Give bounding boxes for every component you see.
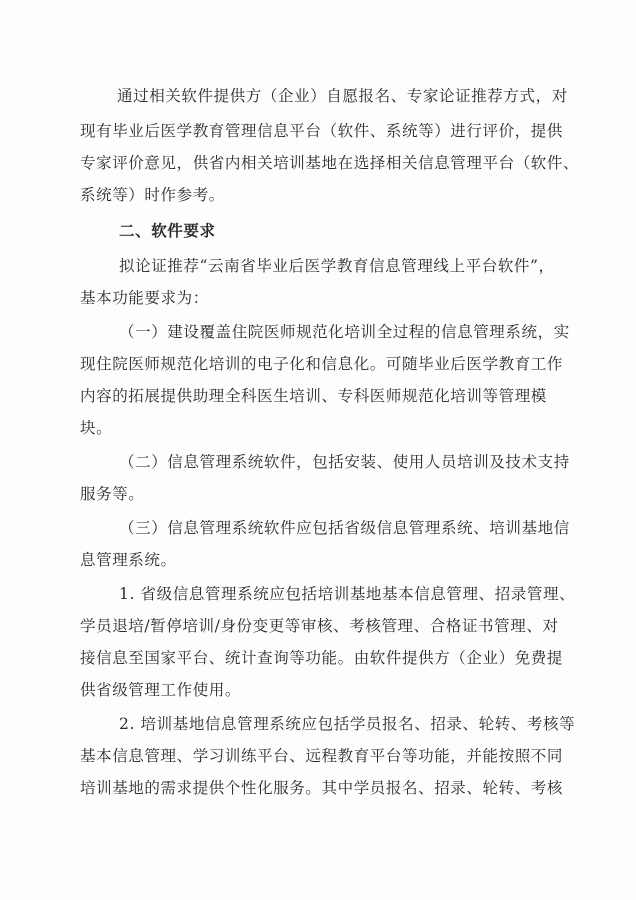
paragraph-line: 内容的拓展提供助理全科医生培训、专科医师规范化培训等管理模 (80, 387, 547, 405)
paragraph-line: 基本功能要求为： (80, 289, 209, 307)
paragraph-line: 块。 (80, 419, 113, 437)
paragraph-line: 1. 省级信息管理系统应包括培训基地基本信息管理、招录管理、 (119, 585, 576, 603)
paragraph-line: 2. 培训基地信息管理系统应包括学员报名、招录、轮转、考核等 (119, 715, 576, 733)
paragraph-line: 息管理系统。 (80, 551, 177, 569)
paragraph-line: 系统等）时作参考。 (80, 186, 225, 204)
paragraph-line: 学员退培/暂停培训/身份变更等审核、考核管理、合格证书管理、对 (80, 617, 559, 635)
paragraph-line: 现有毕业后医学教育管理信息平台（软件、系统等）进行评价，提供 (80, 122, 564, 140)
paragraph-line: 基本信息管理、学习训练平台、远程教育平台等功能，并能按照不同 (80, 747, 564, 765)
paragraph-line: （三）信息管理系统软件应包括省级信息管理系统、培训基地信 (119, 519, 570, 537)
section-heading: 二、软件要求 (119, 222, 216, 240)
paragraph-line: 专家评价意见，供省内相关培训基地在选择相关信息管理平台（软件、 (80, 154, 580, 172)
paragraph-line: 培训基地的需求提供个性化服务。其中学员报名、招录、轮转、考核 (80, 779, 564, 797)
paragraph-line: 接信息至国家平台、统计查询等功能。由软件提供方（企业）免费提 (80, 649, 564, 667)
paragraph-line: 拟论证推荐“云南省毕业后医学教育信息管理线上平台软件”， (119, 257, 555, 275)
paragraph-line: （二）信息管理系统软件，包括安装、使用人员培训及技术支持 (119, 453, 570, 471)
paragraph-line: 供省级管理工作使用。 (80, 681, 242, 699)
paragraph-line: 现住院医师规范化培训的电子化和信息化。可随毕业后医学教育工作 (80, 355, 564, 373)
paragraph-line: （一）建设覆盖住院医师规范化培训全过程的信息管理系统，实 (119, 323, 570, 341)
paragraph-line: 通过相关软件提供方（企业）自愿报名、专家论证推荐方式，对 (117, 87, 568, 105)
paragraph-line: 服务等。 (80, 485, 145, 503)
